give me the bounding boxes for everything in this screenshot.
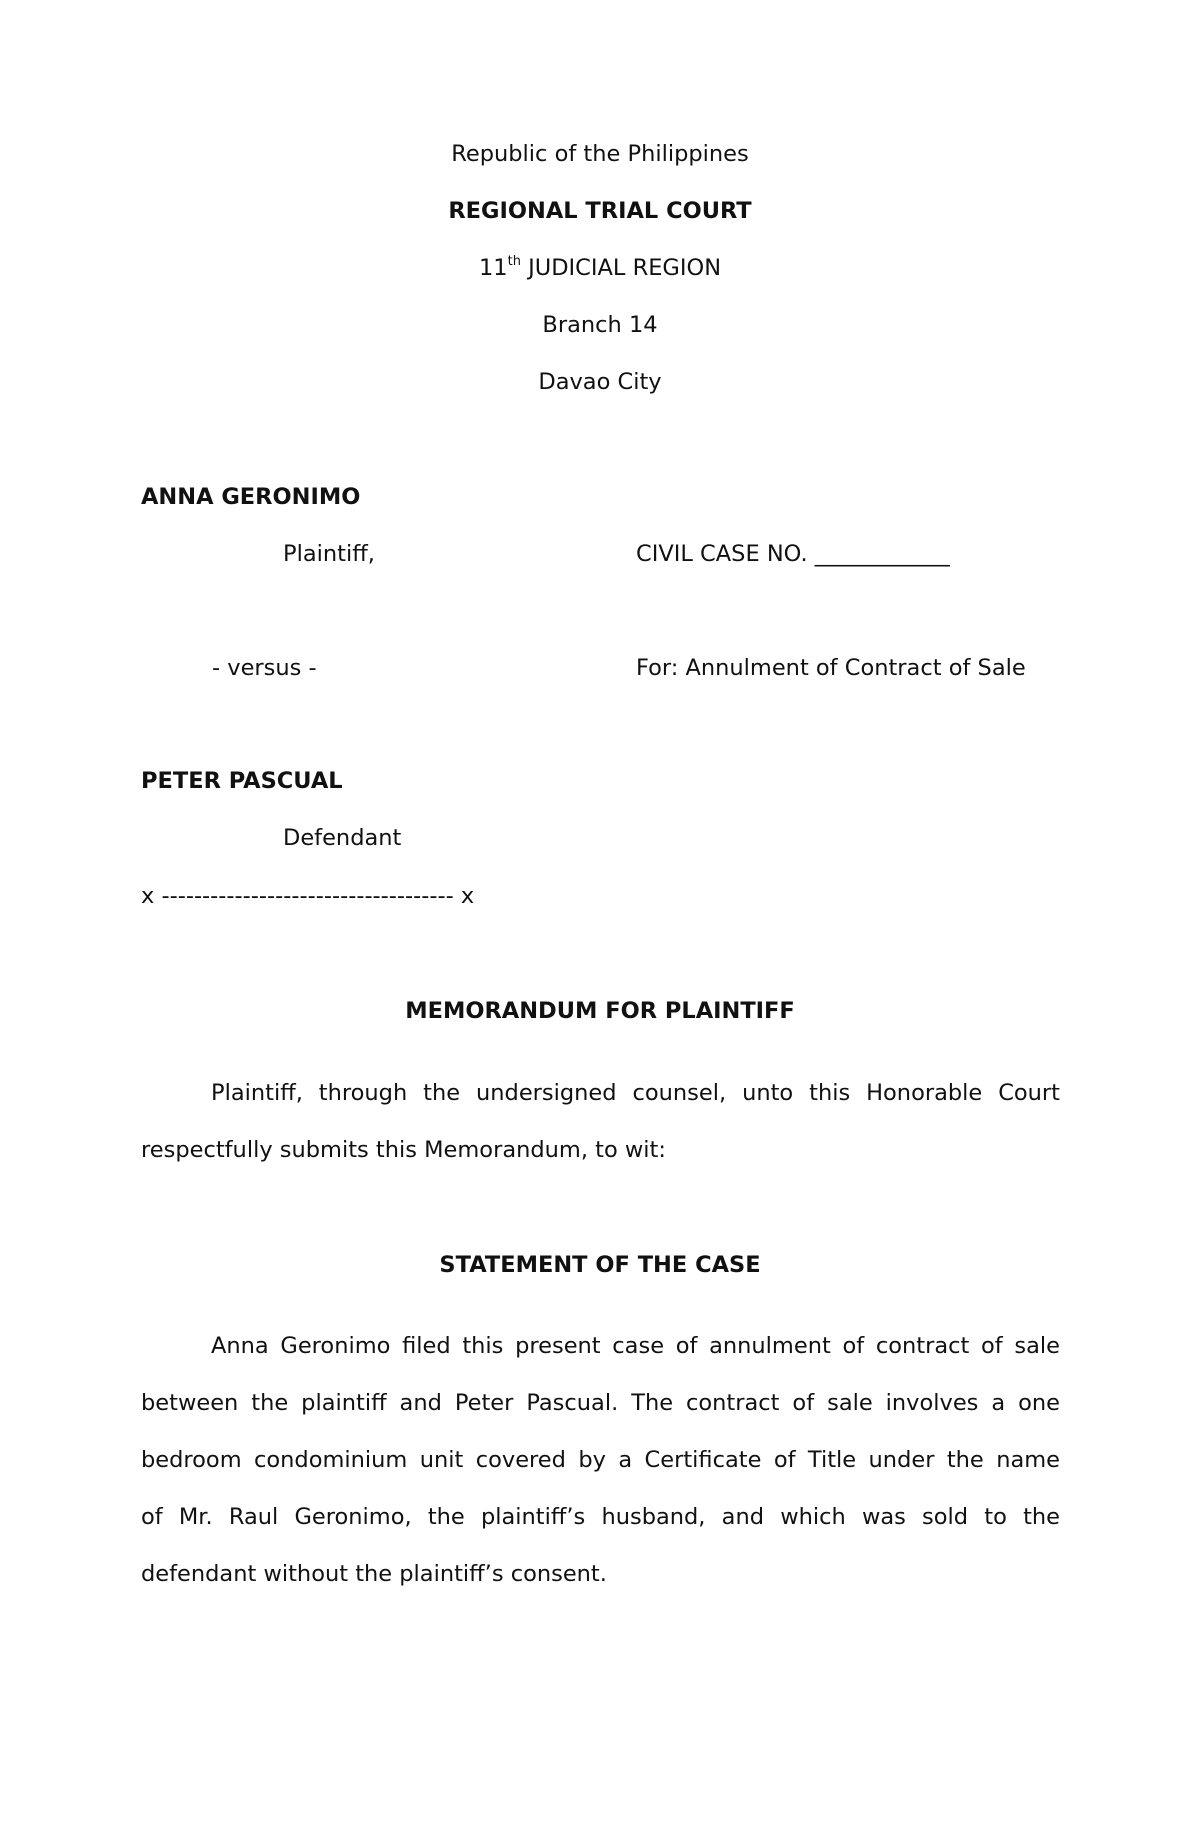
intro-line: Plaintiff, through the undersigned counsel, unto this Honorable Court: [211, 1080, 1060, 1106]
judicial-region: [0, 255, 1200, 281]
plaintiff-name: ANNA GERONIMO: [141, 484, 361, 510]
statement-line: between the plaintiff and Peter Pascual. The contract of sale involves a one: [141, 1390, 1060, 1416]
branch-line: Branch 14: [542, 312, 658, 338]
versus-label: - versus -: [212, 655, 317, 681]
caption-separator: x ------------------------------------ x: [141, 883, 475, 909]
plaintiff-role: Plaintiff,: [283, 541, 375, 567]
region-suffix: th: [507, 253, 521, 269]
statement-line: Anna Geronimo filed this present case of annulment of contract of sale: [211, 1333, 1060, 1359]
region-number: 11: [478, 255, 508, 281]
intro-line: respectfully submits this Memorandum, to wit:: [141, 1137, 666, 1163]
statement-line: bedroom condominium unit covered by a Certificate of Title under the name: [141, 1447, 1060, 1473]
statement-line: defendant without the plaintiff’s consent.: [141, 1561, 607, 1587]
region-rest: JUDICIAL REGION: [520, 255, 722, 281]
republic-line: Republic of the Philippines: [451, 141, 749, 167]
statement-line: of Mr. Raul Geronimo, the plaintiff’s husband, and which was sold to the: [141, 1504, 1060, 1530]
defendant-name: PETER PASCUAL: [141, 768, 343, 794]
civil-case-number: CIVIL CASE NO. ____________: [636, 541, 950, 567]
memorandum-title: MEMORANDUM FOR PLAINTIFF: [405, 998, 795, 1024]
case-subject: For: Annulment of Contract of Sale: [636, 655, 1026, 681]
statement-heading: STATEMENT OF THE CASE: [439, 1252, 761, 1278]
city-line: Davao City: [538, 369, 662, 395]
court-name: REGIONAL TRIAL COURT: [448, 198, 752, 224]
defendant-role: Defendant: [283, 825, 402, 851]
